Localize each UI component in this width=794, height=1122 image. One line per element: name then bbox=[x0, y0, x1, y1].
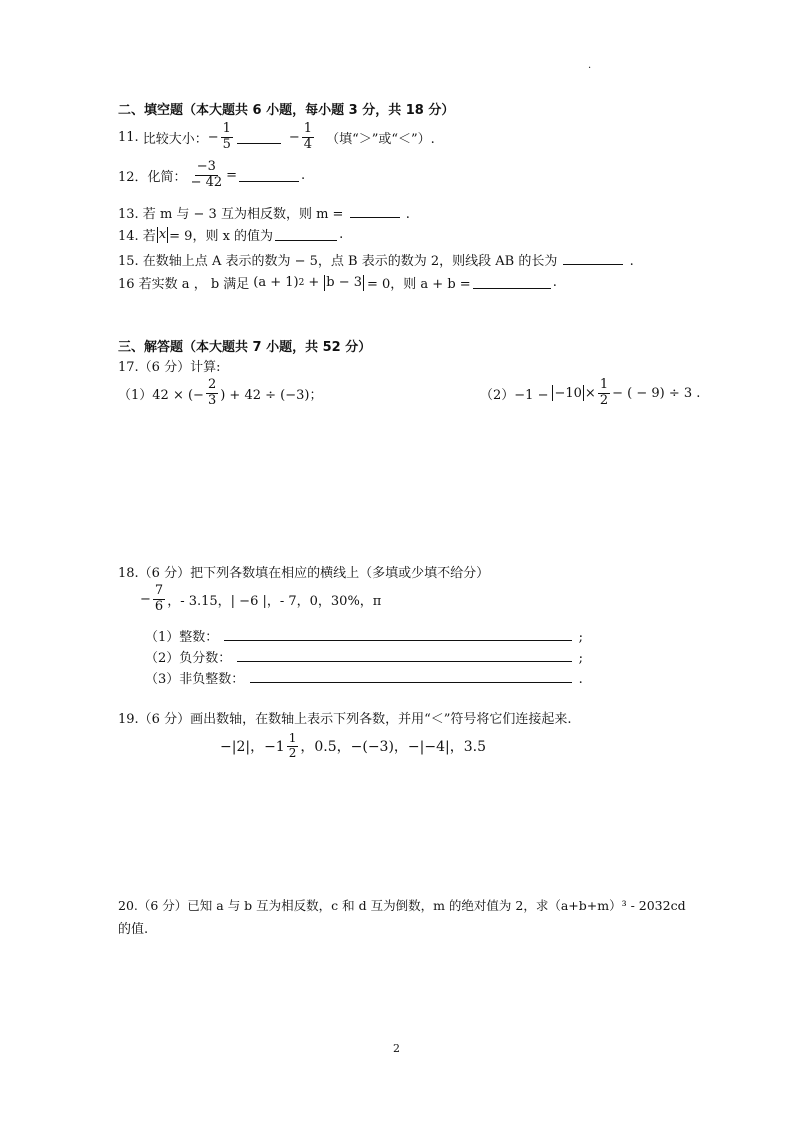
q11-frac1-den: 5 bbox=[222, 136, 231, 152]
q16-expr2: b − 3 bbox=[326, 275, 362, 290]
q16 bbox=[118, 273, 557, 292]
q13-text: 13. 若 m 与 − 3 互为相反数，则 m = bbox=[118, 207, 344, 222]
q14-end: . bbox=[339, 227, 344, 242]
q12-equals: = bbox=[226, 167, 238, 183]
q20-line2: 的值. bbox=[118, 922, 149, 937]
q17-part2-abs-left bbox=[552, 385, 553, 401]
q17-part1 bbox=[118, 378, 322, 409]
q19-items-a: −|2|，−1 bbox=[220, 739, 285, 756]
q14 bbox=[118, 225, 343, 244]
q17-part1-pre: （1）42 × (− bbox=[118, 387, 204, 403]
q11-answer-blank[interactable] bbox=[237, 131, 281, 144]
q19-heading: 19.（6 分）画出数轴，在数轴上表示下列各数，并用“＜”符号将它们连接起来. bbox=[118, 712, 572, 727]
q14-abs-right bbox=[167, 227, 168, 243]
q19-mixed-frac bbox=[287, 732, 299, 761]
q17-part2-pre: （2）−1 − bbox=[480, 387, 549, 403]
q19-number-list bbox=[220, 732, 486, 761]
q18-list-rest: ，- 3.15，| −6 |，- 7，0，30%，π bbox=[167, 593, 382, 609]
q12-answer-blank[interactable] bbox=[239, 169, 299, 182]
q12-text: 化简： bbox=[147, 169, 187, 185]
q17-part2-abs-value: −10 bbox=[554, 385, 582, 401]
q18-line3-blank[interactable] bbox=[250, 670, 572, 683]
q15 bbox=[118, 250, 634, 269]
q18-list-frac-den: 6 bbox=[154, 598, 164, 614]
header-dot: . bbox=[588, 60, 592, 71]
q18-heading: 18.（6 分）把下列各数填在相应的横线上（多填或少填不给分） bbox=[118, 566, 490, 581]
q17-part2-frac-num: 1 bbox=[599, 377, 609, 392]
q18-line2-label: （2）负分数： bbox=[145, 651, 232, 666]
q16-post: = 0，则 a + b = bbox=[367, 277, 471, 292]
q18-list-frac bbox=[153, 584, 165, 615]
q18-number-list bbox=[140, 584, 381, 615]
q14-var: x bbox=[158, 227, 167, 242]
q17-part1-frac-num: 2 bbox=[207, 377, 217, 392]
q18-list-neg: − bbox=[140, 591, 151, 607]
q11-number: 11. bbox=[118, 129, 139, 145]
q19-mixed-frac-den: 2 bbox=[288, 745, 297, 760]
q12-frac-den: − 42 bbox=[190, 174, 223, 190]
q11-hint: （填“＞”或“＜”）. bbox=[326, 131, 435, 147]
q18-line3-end: . bbox=[578, 672, 583, 687]
q18-line-integers bbox=[145, 626, 583, 645]
q18-line1-blank[interactable] bbox=[224, 628, 572, 641]
q16-end: . bbox=[552, 275, 557, 290]
q16-exponent: 2 bbox=[298, 277, 305, 288]
q11-frac2-sign: − bbox=[288, 129, 300, 145]
q12-end: . bbox=[301, 167, 306, 183]
q15-answer-blank[interactable] bbox=[563, 252, 623, 265]
q14-answer-blank[interactable] bbox=[275, 228, 337, 241]
q11-frac1-sign: − bbox=[207, 129, 219, 145]
q12-number: 12． bbox=[118, 169, 148, 185]
q18-line-nonnegative-integers bbox=[145, 668, 583, 687]
q18-line1-end: ; bbox=[578, 630, 583, 645]
q18-line1-label: （1）整数： bbox=[145, 630, 219, 645]
q17-part1-post: ) + 42 ÷ (−3)； bbox=[220, 387, 323, 403]
q11-frac1-num: 1 bbox=[222, 121, 231, 136]
q17-heading: 17.（6 分）计算: bbox=[118, 360, 221, 375]
q17-part1-frac-den: 3 bbox=[207, 392, 217, 408]
q20-line1: 20.（6 分）已知 a 与 b 互为相反数，c 和 d 互为倒数，m 的绝对值为 2，求（a+b+m）³ - 2032cd bbox=[118, 898, 686, 913]
q17-part2-post: − ( − 9) ÷ 3 . bbox=[612, 385, 701, 401]
section3-title: 三、解答题（本大题共 7 小题，共 52 分） bbox=[118, 340, 372, 355]
q12-frac bbox=[189, 160, 225, 191]
q11-frac2-den: 4 bbox=[303, 136, 313, 152]
q11-text: 比较大小： bbox=[142, 131, 208, 147]
q12 bbox=[118, 160, 305, 191]
q11-frac2-num: 1 bbox=[303, 121, 313, 136]
q17-part2-frac bbox=[598, 378, 610, 409]
page-number: 2 bbox=[393, 1042, 400, 1055]
q11-frac2 bbox=[302, 122, 314, 153]
q17-part2 bbox=[480, 378, 700, 409]
q17-part2-times: × bbox=[584, 385, 596, 401]
q12-frac-num: −3 bbox=[196, 159, 216, 174]
q16-abs-right bbox=[363, 275, 364, 291]
q16-plus: + bbox=[308, 275, 320, 290]
section2-title: 二、填空题（本大题共 6 小题，每小题 3 分，共 18 分） bbox=[118, 103, 455, 118]
q17-part2-abs-right bbox=[583, 385, 584, 401]
q17-part2-frac-den: 2 bbox=[599, 392, 609, 408]
q13 bbox=[118, 203, 410, 222]
q15-text: 15. 在数轴上点 A 表示的数为 − 5，点 B 表示的数为 2，则线段 AB 的长为 bbox=[118, 254, 558, 269]
q16-abs-left bbox=[324, 275, 325, 291]
q11 bbox=[118, 122, 435, 153]
q19-items-b: ，0.5，−(−3)，−|−4|，3.5 bbox=[300, 739, 486, 756]
q19-mixed-frac-num: 1 bbox=[288, 731, 297, 745]
q18-line3-label: （3）非负整数： bbox=[145, 672, 245, 687]
q17-part1-frac bbox=[206, 378, 218, 409]
q11-frac1 bbox=[221, 122, 233, 153]
q14-post: = 9，则 x 的值为 bbox=[169, 229, 274, 244]
q18-line2-blank[interactable] bbox=[237, 649, 572, 662]
q13-end: . bbox=[405, 207, 410, 222]
q16-expr1: (a + 1) bbox=[253, 275, 299, 290]
q18-line2-end: ; bbox=[578, 651, 583, 666]
q18-list-frac-num: 7 bbox=[154, 583, 164, 598]
q14-pre: 14. 若 bbox=[118, 229, 156, 244]
q16-pre: 16 若实数 a ， b 满足 bbox=[118, 277, 250, 292]
q18-line-negative-fractions bbox=[145, 647, 583, 666]
q14-abs-left bbox=[157, 227, 158, 243]
q13-answer-blank[interactable] bbox=[350, 205, 400, 218]
q16-answer-blank[interactable] bbox=[473, 276, 551, 289]
q15-end: . bbox=[629, 254, 634, 269]
